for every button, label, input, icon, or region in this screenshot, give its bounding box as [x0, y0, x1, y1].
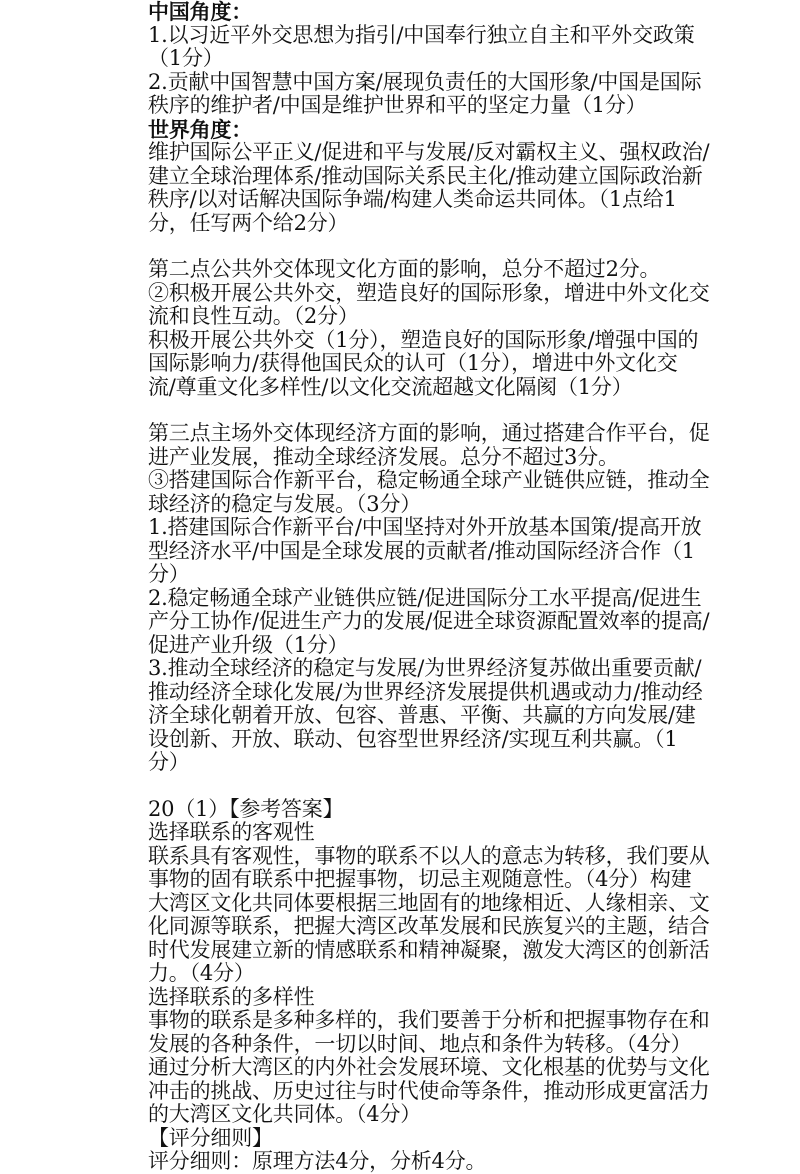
text-line: 化同源等联系，把握大湾区改革发展和民族复兴的主题，结合: [148, 914, 710, 938]
text-line: 通过分析大湾区的内外社会发展环境、文化根基的优势与文化: [148, 1055, 710, 1079]
text-line: 20（1）【参考答案】: [148, 796, 344, 821]
text-line: 事物的固有联系中把握事物，切忌主观随意性。（4分）构建: [148, 867, 692, 891]
text-line: 产分工协作/促进生产力的发展/促进全球资源配置效率的提高/: [148, 609, 710, 633]
text-line: 型经济水平/中国是全球发展的贡献者/推动国际经济合作（1: [148, 538, 695, 563]
section-heading: 世界角度：: [148, 116, 252, 142]
text-line: 2.贡献中国智慧中国方案/展现负责任的大国形象/中国是国际: [148, 69, 702, 94]
section-gap: [148, 235, 788, 258]
text-line: 分）: [148, 750, 190, 774]
text-line: ②积极开展公共外交，塑造良好的国际形象，增进中外文化交: [148, 280, 710, 305]
text-line: 2.稳定畅通全球产业链供应链/促进国际分工水平提高/促进生: [148, 585, 702, 610]
text-line: 促进产业升级（1分）: [148, 632, 349, 657]
text-line: 大湾区文化共同体要根据三地固有的地缘相近、人缘相亲、文: [148, 890, 710, 915]
text-line: 的大湾区文化共同体。（4分）: [148, 1102, 422, 1126]
section-gap: [148, 775, 788, 798]
section-china-world-perspective: [148, 0, 788, 235]
section-gap: [148, 399, 788, 422]
section-heading: 中国角度：: [148, 0, 252, 24]
text-line: 冲击的挑战、历史过往与时代使命等条件，推动形成更富活力: [148, 1078, 710, 1103]
text-line: 秩序/以对话解决国际争端/构建人类命运共同体。（1点给1: [148, 187, 677, 211]
text-line: 维护国际公平正义/促进和平与发展/反对霸权主义、强权政治/: [148, 140, 710, 164]
text-line: 1.以习近平外交思想为指引/中国奉行独立自主和平外交政策: [148, 22, 695, 47]
text-line: ③搭建国际合作新平台，稳定畅通全球产业链供应链，推动全: [148, 468, 710, 492]
text-line: 3.推动全球经济的稳定与发展/为世界经济复苏做出重要贡献/: [148, 656, 702, 680]
text-line: 时代发展建立新的情感联系和精神凝聚，激发大湾区的创新活: [148, 937, 710, 962]
text-line: 济全球化朝着开放、包容、普惠、平衡、共赢的方向发展/建: [148, 703, 696, 727]
text-line: 积极开展公共外交（1分），塑造良好的国际形象/增强中国的: [148, 327, 699, 352]
text-line: 1.搭建国际合作新平台/中国坚持对外开放基本国策/提高开放: [148, 515, 702, 539]
text-line: 推动经济全球化发展/为世界经济发展提供机遇或动力/推动经: [148, 679, 703, 704]
text-line: 事物的联系是多种多样的，我们要善于分析和把握事物存在和: [148, 1008, 710, 1032]
text-line: 流/尊重文化多样性/以文化交流超越文化隔阂（1分）: [148, 374, 633, 399]
text-line: 【评分细则】: [148, 1125, 273, 1150]
text-line: （1分）: [148, 46, 224, 70]
text-line: 联系具有客观性，事物的联系不以人的意志为转移，我们要从: [148, 843, 710, 868]
text-line: 评分细则：原理方法4分，分析4分。: [148, 1149, 487, 1173]
section-home-diplomacy-economy: [148, 422, 788, 775]
text-line: 进产业发展，推动全球经济发展。总分不超过3分。: [148, 444, 619, 469]
text-line: 分）: [148, 562, 190, 586]
text-line: 发展的各种条件，一切以时间、地点和条件为转移。（4分）: [148, 1031, 692, 1056]
text-line: 选择联系的客观性: [148, 820, 315, 844]
text-line: 球经济的稳定与发展。（3分）: [148, 491, 422, 516]
text-line: 第二点公共外交体现文化方面的影响，总分不超过2分。: [148, 257, 661, 281]
text-line: 选择联系的多样性: [148, 984, 315, 1009]
answer-document: [148, 0, 788, 1174]
text-line: 流和良性互动。（2分）: [148, 304, 359, 328]
text-line: 分，任写两个给2分）: [148, 210, 349, 235]
text-line: 秩序的维护者/中国是维护世界和平的坚定力量（1分）: [148, 93, 647, 117]
text-line: 国际影响力/获得他国民众的认可（1分），增进中外文化交: [148, 351, 678, 375]
text-line: 第三点主场外交体现经济方面的影响，通过搭建合作平台，促: [148, 421, 710, 445]
text-line: 设创新、开放、联动、包容型世界经济/实现互利共赢。（1: [148, 726, 678, 751]
section-public-diplomacy-culture: [148, 258, 788, 399]
text-line: 力。（4分）: [148, 961, 255, 985]
text-line: 建立全球治理体系/推动国际关系民主化/推动建立国际政治新: [148, 163, 703, 188]
section-question-20-answer: [148, 798, 788, 1174]
